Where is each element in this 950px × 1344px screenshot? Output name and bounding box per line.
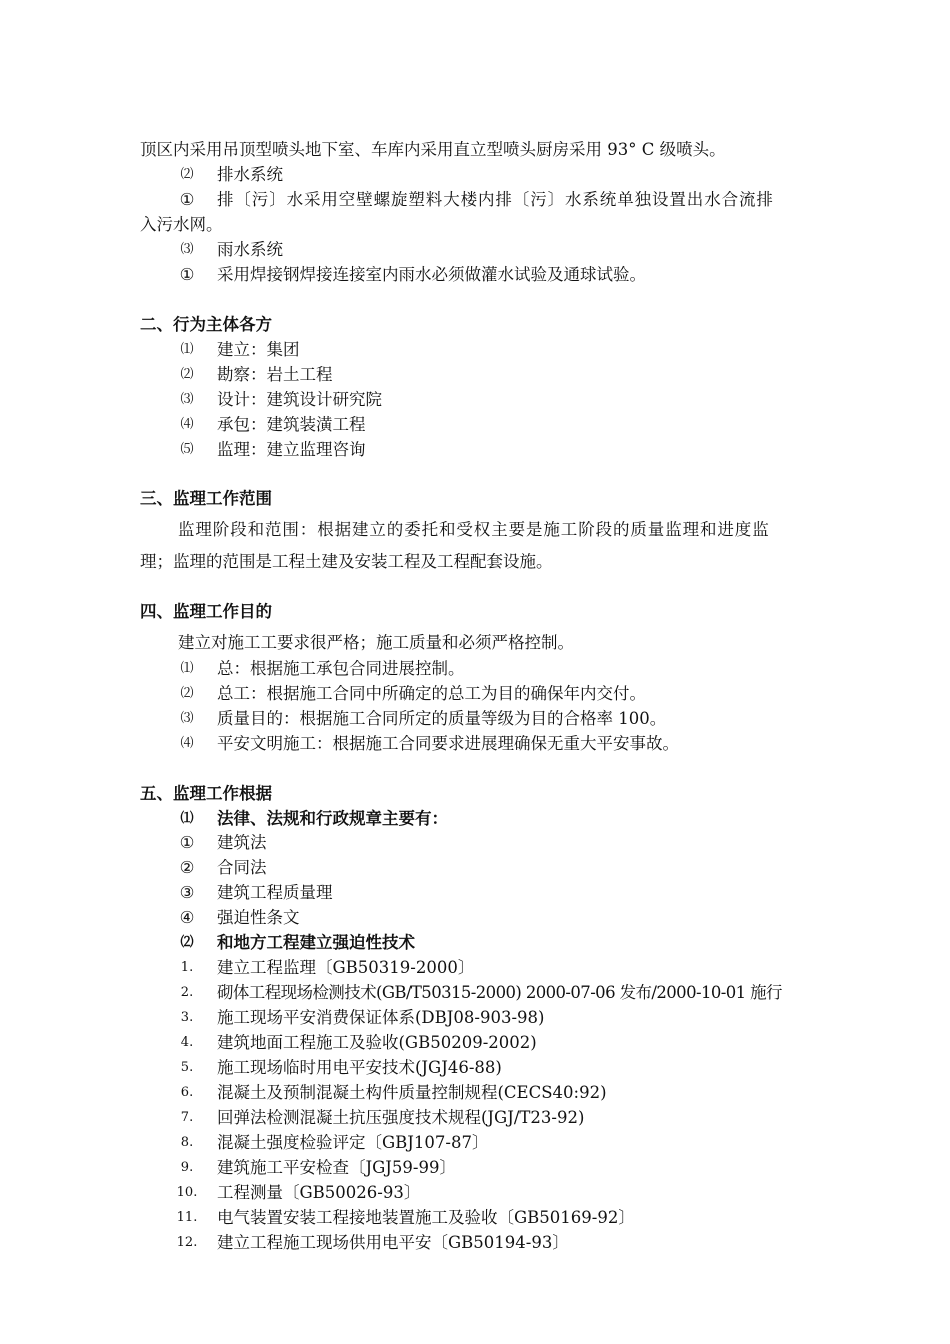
item-text: 勘察：岩土工程 (217, 365, 333, 384)
list-item (0, 706, 950, 731)
item-number: ⑷ (180, 736, 194, 751)
subheading-rainwater (0, 237, 950, 262)
subheading-text: 雨水系统 (217, 240, 283, 259)
standard-item (0, 1130, 950, 1155)
rainwater-item (0, 262, 950, 287)
item-text: 平安文明施工：根据施工合同要求进展理确保无重大平安事故。 (217, 734, 679, 753)
item-number: 5. (180, 1060, 194, 1075)
item-text: 总工：根据施工合同中所确定的总工为目的确保年内交付。 (217, 684, 646, 703)
list-item (0, 681, 950, 706)
heading-text: 五、监理工作根据 (140, 784, 272, 803)
list-item (0, 362, 950, 387)
item-text: 施工现场临时用电平安技术(JGJ46-88) (217, 1058, 502, 1077)
heading-text: 二、行为主体各方 (140, 315, 272, 334)
list-item (0, 337, 950, 362)
item-number: 11. (176, 1210, 198, 1225)
list-item (0, 387, 950, 412)
standard-item (0, 1155, 950, 1180)
item-text: 设计：建筑设计研究院 (217, 390, 382, 409)
item-text: 工程测量〔GB50026-93〕 (217, 1183, 421, 1202)
item-number: 1. (180, 960, 194, 975)
item-text: 监理：建立监理咨询 (217, 440, 366, 459)
item-number: ⑵ (180, 686, 194, 701)
standard-item (0, 1030, 950, 1055)
list-item (0, 880, 950, 905)
paragraph-line (0, 549, 950, 574)
item-number: ⑶ (180, 711, 194, 726)
list-item (0, 656, 950, 681)
standard-item (0, 1080, 950, 1105)
paragraph-line (0, 517, 950, 542)
item-text: 建筑地面工程施工及验收(GB50209-2002) (217, 1033, 537, 1052)
item-number: ① (179, 833, 195, 852)
item-number: ⑶ (180, 242, 194, 257)
item-number: 10. (176, 1185, 198, 1200)
item-text: 采用焊接钢焊接连接室内雨水必须做灌水试验及通球试验。 (217, 265, 646, 284)
list-item (0, 437, 950, 462)
item-number: ④ (179, 908, 195, 927)
item-text: 总：根据施工承包合同进展控制。 (217, 659, 465, 678)
paragraph-text: 顶区内采用吊顶型喷头地下室、车库内采用直立型喷头厨房采用 93° C 级喷头。 (140, 140, 726, 159)
section-heading (0, 486, 950, 511)
item-number: 7. (180, 1110, 194, 1125)
subheading-text: 和地方工程建立强迫性技术 (217, 933, 415, 952)
item-number: ① (179, 265, 195, 284)
subheading-standards (0, 930, 950, 955)
section-heading (0, 312, 950, 337)
list-item (0, 905, 950, 930)
item-number: ⑵ (180, 367, 194, 382)
standard-item (0, 1230, 950, 1255)
standard-item (0, 1205, 950, 1230)
standard-item (0, 980, 950, 1005)
subheading-text: 排水系统 (217, 165, 283, 184)
subheading-text: 法律、法规和行政规章主要有： (217, 809, 448, 828)
item-number: 8. (180, 1135, 194, 1150)
item-number: ⑵ (180, 167, 194, 182)
item-text: 电气装置安装工程接地装置施工及验收〔GB50169-92〕 (217, 1208, 635, 1227)
item-number: ⑷ (180, 417, 194, 432)
standard-item (0, 955, 950, 980)
item-text: 排〔污〕水采用空壁螺旋塑料大楼内排〔污〕水系统单独设置出水合流排 (217, 190, 774, 209)
standard-item (0, 1105, 950, 1130)
item-number: 9. (180, 1160, 194, 1175)
item-text: 入污水网。 (140, 215, 223, 234)
standard-item (0, 1180, 950, 1205)
item-number: 4. (180, 1035, 194, 1050)
section-heading (0, 599, 950, 624)
item-number: ② (179, 858, 195, 877)
heading-text: 三、监理工作范围 (140, 489, 272, 508)
paragraph-text: 建立对施工工要求很严格；施工质量和必须严格控制。 (178, 633, 574, 652)
item-text: 承包：建筑装潢工程 (217, 415, 366, 434)
paragraph-text: 理；监理的范围是工程土建及安装工程及工程配套设施。 (140, 552, 553, 571)
item-number: 12. (176, 1235, 198, 1250)
drainage-item (0, 187, 950, 212)
drainage-item-continued (0, 212, 950, 237)
item-number: 6. (180, 1085, 194, 1100)
item-text: 建立工程施工现场供用电平安〔GB50194-93〕 (217, 1233, 569, 1252)
item-text: 强迫性条文 (217, 908, 300, 927)
item-number: 2. (180, 985, 194, 1000)
item-number: ⑵ (180, 935, 194, 950)
item-text: 建立：集团 (217, 340, 300, 359)
item-text: 砌体工程现场检测技术(GB/T50315-2000) 2000-07-06 发布/2000-10-01 施行 (217, 983, 782, 1002)
subheading-drainage (0, 162, 950, 187)
item-number: ⑶ (180, 392, 194, 407)
item-number: ⑴ (180, 811, 194, 826)
item-number: ① (179, 190, 195, 209)
item-text: 建筑工程质量理 (217, 883, 333, 902)
list-item (0, 731, 950, 756)
item-text: 合同法 (217, 858, 267, 877)
item-text: 建筑法 (217, 833, 267, 852)
standard-item (0, 1005, 950, 1030)
item-text: 回弹法检测混凝土抗压强度技术规程(JGJ/T23-92) (217, 1108, 585, 1127)
item-text: 混凝土及预制混凝土构件质量控制规程(CECS40:92) (217, 1083, 607, 1102)
paragraph-line (0, 137, 950, 162)
item-text: 混凝土强度检验评定〔GBJ107-87〕 (217, 1133, 489, 1152)
item-number: ③ (179, 883, 195, 902)
item-number: 3. (180, 1010, 194, 1025)
subheading-laws (0, 806, 950, 831)
item-text: 建筑施工平安检查〔JGJ59-99〕 (217, 1158, 456, 1177)
paragraph-line (0, 630, 950, 655)
section-heading (0, 781, 950, 806)
standard-item (0, 1055, 950, 1080)
item-number: ⑴ (180, 661, 194, 676)
item-number: ⑸ (180, 442, 194, 457)
list-item (0, 830, 950, 855)
list-item (0, 855, 950, 880)
paragraph-text: 监理阶段和范围：根据建立的委托和受权主要是施工阶段的质量监理和进度监 (178, 520, 770, 539)
list-item (0, 412, 950, 437)
item-text: 质量目的：根据施工合同所定的质量等级为目的合格率 100。 (217, 709, 667, 728)
heading-text: 四、监理工作目的 (140, 602, 272, 621)
item-text: 建立工程监理〔GB50319-2000〕 (217, 958, 475, 977)
item-number: ⑴ (180, 342, 194, 357)
item-text: 施工现场平安消费保证体系(DBJ08-903-98) (217, 1008, 545, 1027)
